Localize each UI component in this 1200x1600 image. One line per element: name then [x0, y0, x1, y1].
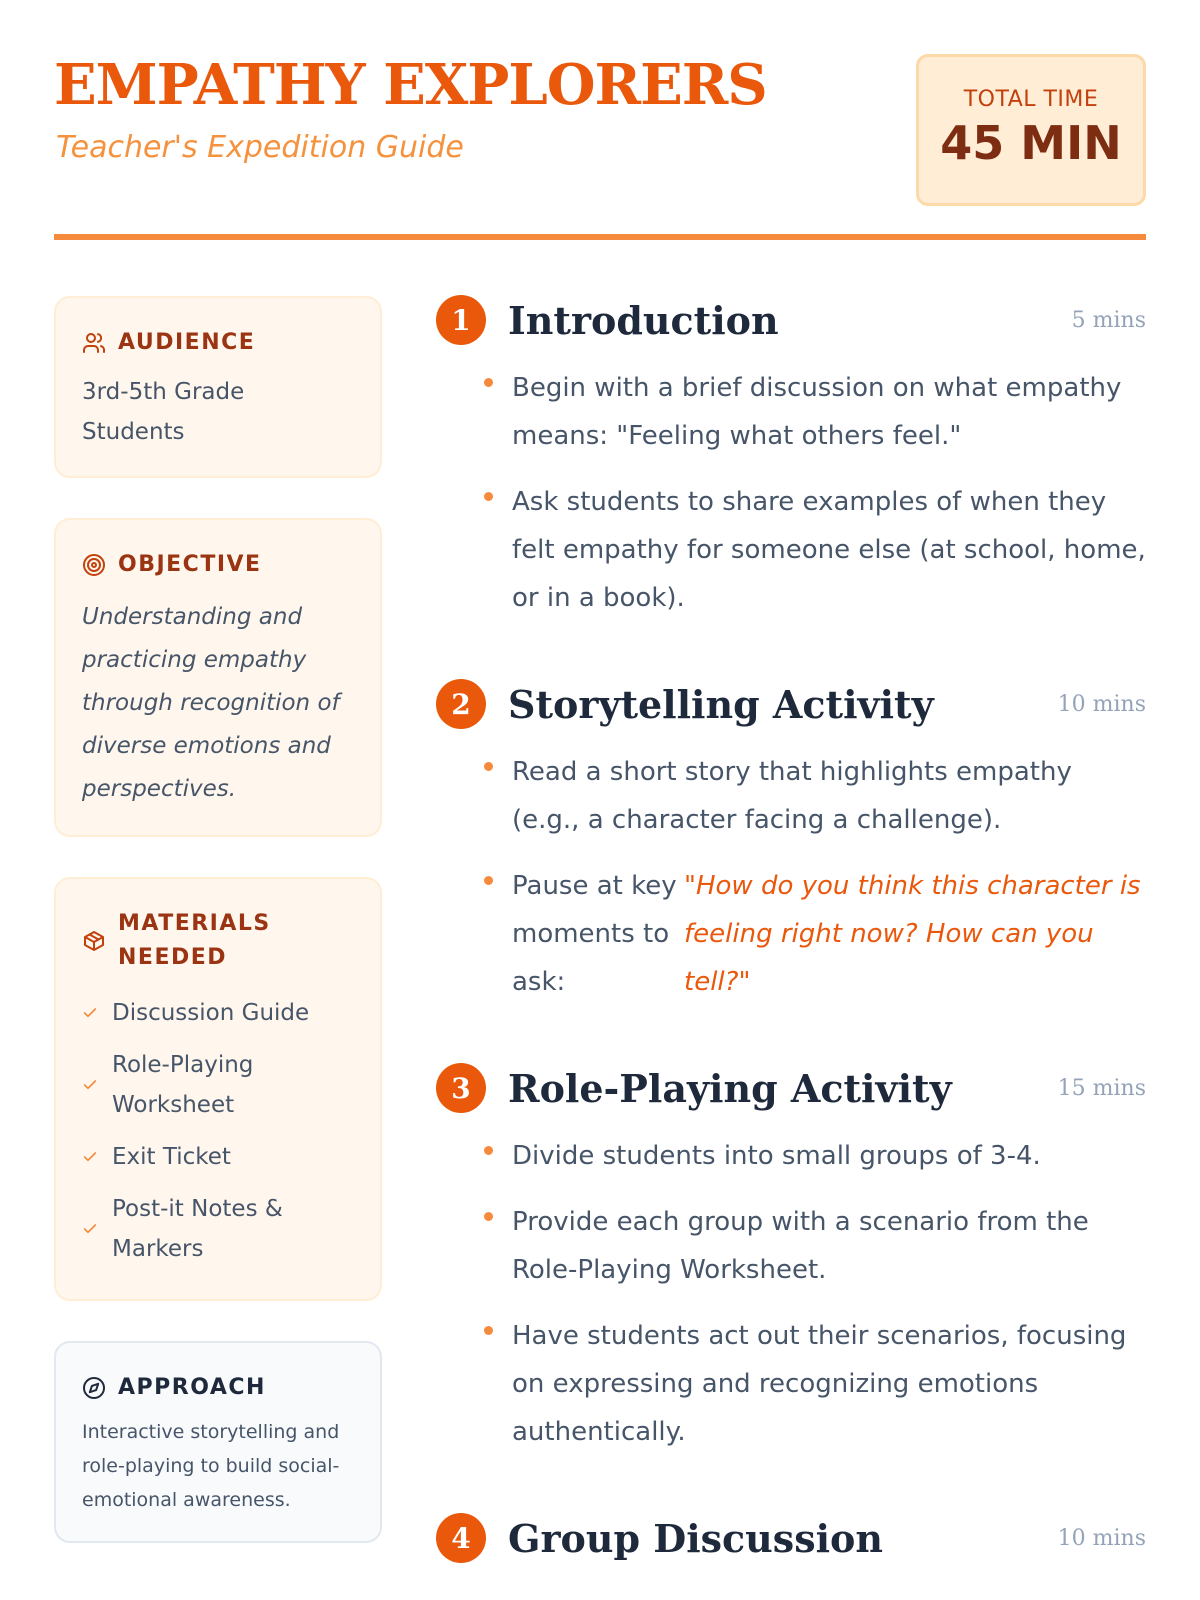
materials-title: MATERIALS NEEDED — [118, 911, 271, 970]
step-header — [436, 1060, 1146, 1116]
sidebar — [54, 296, 382, 1583]
step-title: Introduction — [508, 297, 779, 343]
page-title: EMPATHY EXPLORERS — [54, 52, 767, 118]
step-bullets — [436, 748, 1146, 1006]
step-title: Role-Playing Activity — [508, 1065, 952, 1111]
approach-card-header — [82, 1371, 354, 1405]
discussion-quote: "How do you think this character is feeling right now? How can you tell?" — [684, 871, 1141, 997]
compass-icon — [82, 1376, 106, 1400]
step-number-badge: 2 — [436, 679, 486, 729]
step-duration: 10 mins — [1057, 691, 1146, 717]
step-introduction — [436, 292, 1146, 622]
step-number-badge: 1 — [436, 295, 486, 345]
total-time-value: 45 MIN — [940, 116, 1122, 170]
materials-item-label: Role-Playing Worksheet — [112, 1052, 254, 1118]
approach-title: APPROACH — [118, 1375, 266, 1400]
step-bullet: Divide students into small groups of 3-4. — [512, 1132, 1146, 1180]
objective-card — [54, 518, 382, 837]
materials-card-header — [82, 907, 354, 975]
materials-item — [82, 1131, 354, 1183]
header — [54, 0, 1146, 240]
step-number-badge: 4 — [436, 1513, 486, 1563]
target-icon — [82, 553, 106, 577]
step-bullet: Provide each group with a scenario from the Role-Playing Worksheet. — [512, 1198, 1146, 1294]
objective-title: OBJECTIVE — [118, 552, 262, 577]
step-duration: 10 mins — [1057, 1525, 1146, 1551]
step-header — [436, 676, 1146, 732]
step-bullet: Read a short story that highlights empathy (e.g., a character facing a challenge). — [512, 748, 1146, 844]
step-bullets — [436, 364, 1146, 622]
page-subtitle: Teacher's Expedition Guide — [56, 130, 464, 165]
step-title: Storytelling Activity — [508, 681, 934, 727]
lesson-steps — [436, 292, 1146, 1600]
step-role-playing-activity — [436, 1060, 1146, 1456]
audience-card-header — [82, 326, 354, 360]
materials-item — [82, 1039, 354, 1131]
check-icon — [82, 1077, 98, 1093]
materials-item-label: Exit Ticket — [112, 1144, 231, 1170]
materials-item — [82, 987, 354, 1039]
step-bullet-with-quote — [512, 862, 1146, 1006]
users-icon — [82, 331, 106, 355]
step-bullet: Have students act out their scenarios, focusing on expressing and recognizing emotions authentically. — [512, 1312, 1146, 1456]
step-bullets — [436, 1132, 1146, 1456]
step-title: Group Discussion — [508, 1515, 883, 1561]
materials-item — [82, 1183, 354, 1275]
step-bullet: Begin with a brief discussion on what empathy means: "Feeling what others feel." — [512, 364, 1146, 460]
total-time-label: TOTAL TIME — [963, 87, 1099, 112]
step-bullet: Ask students to share examples of when they felt empathy for someone else (at school, home, or in a book). — [512, 478, 1146, 622]
audience-title: AUDIENCE — [118, 330, 256, 355]
step-number-badge: 3 — [436, 1063, 486, 1113]
bullet-lead-text: Pause at key moments to ask: — [512, 871, 677, 997]
approach-card — [54, 1341, 382, 1543]
step-duration: 5 mins — [1071, 307, 1146, 333]
step-storytelling-activity — [436, 676, 1146, 1006]
materials-item-label: Discussion Guide — [112, 1000, 310, 1026]
audience-text: 3rd-5th Grade Students — [82, 379, 245, 445]
total-time-badge — [916, 54, 1146, 206]
check-icon — [82, 1221, 98, 1237]
step-header — [436, 1510, 1146, 1566]
package-icon — [82, 929, 106, 953]
materials-item-label: Post-it Notes & Markers — [112, 1196, 283, 1262]
objective-text: Understanding and practicing empathy through recognition of diverse emotions and perspectives. — [82, 604, 340, 802]
materials-list — [82, 987, 354, 1275]
materials-card — [54, 877, 382, 1301]
step-duration: 15 mins — [1057, 1075, 1146, 1101]
check-icon — [82, 1149, 98, 1165]
step-group-discussion — [436, 1510, 1146, 1566]
step-header — [436, 292, 1146, 348]
approach-text: Interactive storytelling and role-playing to build social-emotional awareness. — [82, 1421, 340, 1511]
objective-card-header — [82, 548, 354, 582]
audience-card — [54, 296, 382, 478]
check-icon — [82, 1005, 98, 1021]
